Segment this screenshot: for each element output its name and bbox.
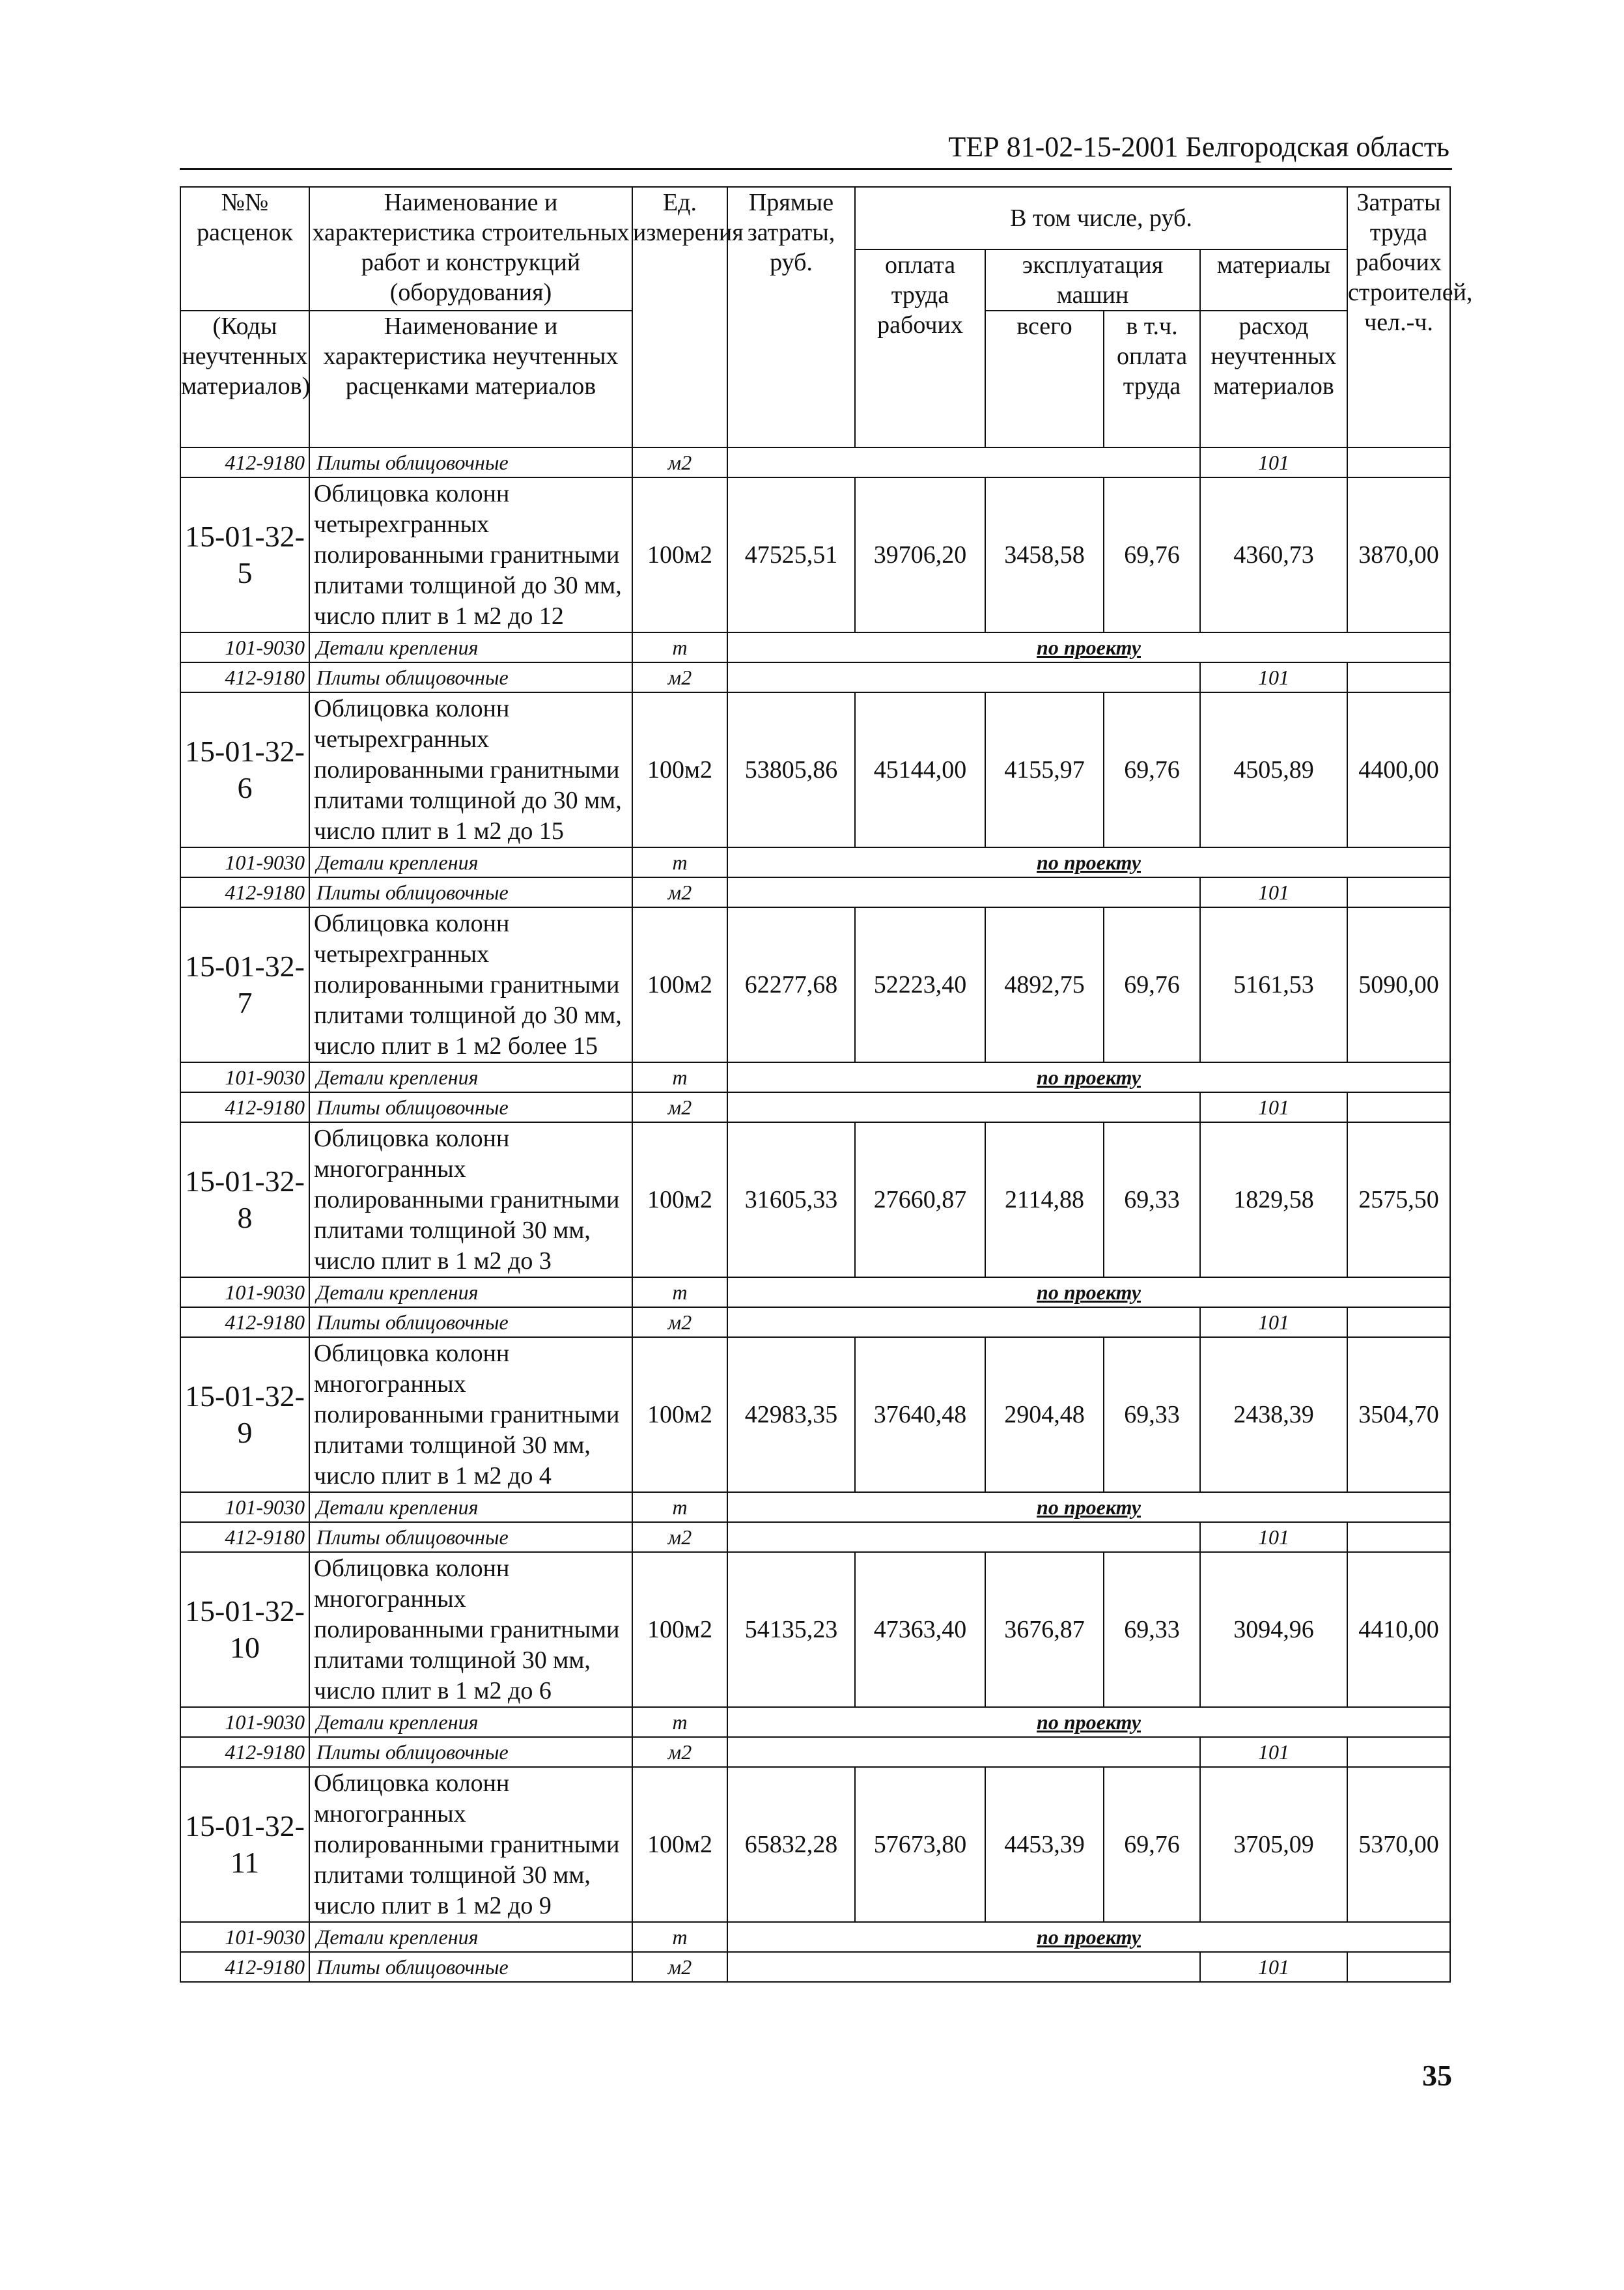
material-name: Детали крепления: [309, 1277, 632, 1307]
header-machines-labor: в т.ч. оплата труда: [1104, 311, 1200, 447]
blank-cell: [1347, 447, 1450, 477]
blank-cell: [1347, 1952, 1450, 1982]
blank-cell: [727, 1092, 1200, 1122]
material-name: Детали крепления: [309, 1062, 632, 1092]
unit: 100м2: [632, 907, 727, 1062]
table-row: [180, 1922, 1450, 1952]
work-name: Облицовка колонн многогранных полированными гранитными плитами толщиной 30 мм, число плит в 1 м2 до 6: [309, 1552, 632, 1707]
material-usage: 101: [1200, 1737, 1347, 1767]
table-row: [180, 1767, 1450, 1922]
table-row: [180, 1707, 1450, 1737]
machines-total: 3676,87: [985, 1552, 1104, 1707]
material-usage: 101: [1200, 1952, 1347, 1982]
material-usage: 101: [1200, 1092, 1347, 1122]
material-name: Детали крепления: [309, 1707, 632, 1737]
material-name: Детали крепления: [309, 632, 632, 662]
labor-pay: 57673,80: [855, 1767, 985, 1922]
material-code: 101-9030: [180, 1062, 309, 1092]
header-direct-costs: Прямые затраты, руб.: [727, 187, 855, 447]
labor-pay: 39706,20: [855, 477, 985, 632]
material-unit: т: [632, 847, 727, 877]
material-code: 101-9030: [180, 1277, 309, 1307]
labor-hours: 5370,00: [1347, 1767, 1450, 1922]
document-header: ТЕР 81-02-15-2001 Белгородская область: [948, 131, 1449, 163]
rate-code: 15-01-32-9: [180, 1337, 309, 1492]
table-row: [180, 1337, 1450, 1492]
by-project-note: по проекту: [727, 1062, 1450, 1092]
machines-total: 2904,48: [985, 1337, 1104, 1492]
direct-costs: 53805,86: [727, 692, 855, 847]
labor-hours: 3870,00: [1347, 477, 1450, 632]
unit: 100м2: [632, 1122, 727, 1277]
material-code: 412-9180: [180, 877, 309, 907]
direct-costs: 31605,33: [727, 1122, 855, 1277]
by-project-note: по проекту: [727, 1492, 1450, 1522]
material-unit: т: [632, 1707, 727, 1737]
blank-cell: [727, 1952, 1200, 1982]
materials-cost: 4505,89: [1200, 692, 1347, 847]
blank-cell: [727, 1307, 1200, 1337]
material-name: Плиты облицовочные: [309, 1092, 632, 1122]
material-unit: м2: [632, 1737, 727, 1767]
material-name: Плиты облицовочные: [309, 1307, 632, 1337]
by-project-note: по проекту: [727, 632, 1450, 662]
header-unaccounted-usage: расход неучтенных материалов: [1200, 311, 1347, 447]
table-row: [180, 1952, 1450, 1982]
machines-labor-pay: 69,33: [1104, 1337, 1200, 1492]
labor-pay: 27660,87: [855, 1122, 985, 1277]
rates-table: [180, 186, 1473, 1983]
by-project-note: по проекту: [727, 1922, 1450, 1952]
table-row: [180, 1062, 1450, 1092]
material-unit: м2: [632, 1307, 727, 1337]
material-unit: т: [632, 1277, 727, 1307]
work-name: Облицовка колонн четырехгранных полированными гранитными плитами толщиной до 30 мм, число плит в 1 м2 до 12: [309, 477, 632, 632]
table-row: [180, 1492, 1450, 1522]
material-unit: м2: [632, 447, 727, 477]
machines-total: 2114,88: [985, 1122, 1104, 1277]
table-row: [180, 447, 1450, 477]
material-usage: 101: [1200, 447, 1347, 477]
table-row: [180, 662, 1450, 692]
material-code: 101-9030: [180, 1707, 309, 1737]
material-code: 412-9180: [180, 447, 309, 477]
blank-cell: [1347, 1737, 1450, 1767]
labor-hours: 3504,70: [1347, 1337, 1450, 1492]
header-machines-total: всего: [985, 311, 1104, 447]
rate-code: 15-01-32-7: [180, 907, 309, 1062]
labor-hours: 4400,00: [1347, 692, 1450, 847]
labor-pay: 47363,40: [855, 1552, 985, 1707]
machines-labor-pay: 69,33: [1104, 1552, 1200, 1707]
header-code: №№ расценок: [180, 187, 309, 311]
material-code: 101-9030: [180, 632, 309, 662]
material-name: Плиты облицовочные: [309, 1522, 632, 1552]
labor-hours: 4410,00: [1347, 1552, 1450, 1707]
material-code: 412-9180: [180, 1952, 309, 1982]
rate-code: 15-01-32-10: [180, 1552, 309, 1707]
blank-cell: [1347, 1307, 1450, 1337]
material-usage: 101: [1200, 1522, 1347, 1552]
machines-total: 4892,75: [985, 907, 1104, 1062]
labor-hours: 2575,50: [1347, 1122, 1450, 1277]
machines-labor-pay: 69,76: [1104, 907, 1200, 1062]
material-code: 412-9180: [180, 662, 309, 692]
unit: 100м2: [632, 1552, 727, 1707]
material-name: Плиты облицовочные: [309, 447, 632, 477]
direct-costs: 47525,51: [727, 477, 855, 632]
rate-code: 15-01-32-6: [180, 692, 309, 847]
blank-cell: [1347, 877, 1450, 907]
machines-total: 4453,39: [985, 1767, 1104, 1922]
direct-costs: 62277,68: [727, 907, 855, 1062]
material-unit: т: [632, 1062, 727, 1092]
material-usage: 101: [1200, 1307, 1347, 1337]
table-row: [180, 1092, 1450, 1122]
rate-code: 15-01-32-11: [180, 1767, 309, 1922]
header-labor: Затраты труда рабочих строителей, чел.-ч.: [1347, 187, 1450, 447]
work-name: Облицовка колонн четырехгранных полированными гранитными плитами толщиной до 30 мм, число плит в 1 м2 до 15: [309, 692, 632, 847]
material-code: 101-9030: [180, 1492, 309, 1522]
table-row: [180, 1552, 1450, 1707]
material-unit: м2: [632, 662, 727, 692]
material-unit: т: [632, 632, 727, 662]
header-materials: материалы: [1200, 249, 1347, 311]
table-row: [180, 847, 1450, 877]
work-name: Облицовка колонн многогранных полированными гранитными плитами толщиной 30 мм, число плит в 1 м2 до 4: [309, 1337, 632, 1492]
material-unit: т: [632, 1922, 727, 1952]
materials-cost: 2438,39: [1200, 1337, 1347, 1492]
machines-labor-pay: 69,76: [1104, 1767, 1200, 1922]
table-row: [180, 1277, 1450, 1307]
work-name: Облицовка колонн многогранных полированными гранитными плитами толщиной 30 мм, число плит в 1 м2 до 3: [309, 1122, 632, 1277]
labor-pay: 52223,40: [855, 907, 985, 1062]
rate-code: 15-01-32-5: [180, 477, 309, 632]
header-machines: эксплуатация машин: [985, 249, 1200, 311]
material-code: 412-9180: [180, 1522, 309, 1552]
material-unit: м2: [632, 1952, 727, 1982]
table-row: [180, 1122, 1450, 1277]
material-name: Плиты облицовочные: [309, 877, 632, 907]
material-code: 101-9030: [180, 847, 309, 877]
materials-cost: 1829,58: [1200, 1122, 1347, 1277]
table-row: [180, 632, 1450, 662]
header-unaccounted-name: Наименование и характеристика неучтенных расценками материалов: [309, 311, 632, 447]
by-project-note: по проекту: [727, 1707, 1450, 1737]
material-name: Плиты облицовочные: [309, 1737, 632, 1767]
unit: 100м2: [632, 1337, 727, 1492]
unit: 100м2: [632, 692, 727, 847]
material-code: 412-9180: [180, 1737, 309, 1767]
header-rule: [180, 168, 1452, 170]
material-name: Детали крепления: [309, 847, 632, 877]
blank-cell: [727, 1522, 1200, 1552]
machines-labor-pay: 69,33: [1104, 1122, 1200, 1277]
blank-cell: [727, 662, 1200, 692]
by-project-note: по проекту: [727, 847, 1450, 877]
machines-labor-pay: 69,76: [1104, 477, 1200, 632]
header-name: Наименование и характеристика строительных работ и конструкций (оборудования): [309, 187, 632, 311]
header-unaccounted-codes: (Коды неучтенных материалов): [180, 311, 309, 447]
material-name: Детали крепления: [309, 1492, 632, 1522]
labor-pay: 45144,00: [855, 692, 985, 847]
blank-cell: [1347, 1092, 1450, 1122]
blank-cell: [727, 877, 1200, 907]
materials-cost: 4360,73: [1200, 477, 1347, 632]
machines-total: 3458,58: [985, 477, 1104, 632]
material-unit: м2: [632, 877, 727, 907]
blank-cell: [727, 1737, 1200, 1767]
direct-costs: 65832,28: [727, 1767, 855, 1922]
material-code: 412-9180: [180, 1307, 309, 1337]
blank-cell: [1347, 1522, 1450, 1552]
table-row: [180, 1307, 1450, 1337]
header-labor-pay: оплата труда рабочих: [855, 249, 985, 447]
blank-cell: [1347, 662, 1450, 692]
table-row: [180, 877, 1450, 907]
blank-cell: [727, 447, 1200, 477]
unit: 100м2: [632, 1767, 727, 1922]
rate-code: 15-01-32-8: [180, 1122, 309, 1277]
table-row: [180, 907, 1450, 1062]
material-code: 101-9030: [180, 1922, 309, 1952]
page-number: 35: [1422, 2059, 1452, 2092]
machines-total: 4155,97: [985, 692, 1104, 847]
material-usage: 101: [1200, 877, 1347, 907]
labor-hours: 5090,00: [1347, 907, 1450, 1062]
work-name: Облицовка колонн четырехгранных полированными гранитными плитами толщиной до 30 мм, число плит в 1 м2 более 15: [309, 907, 632, 1062]
labor-pay: 37640,48: [855, 1337, 985, 1492]
materials-cost: 3094,96: [1200, 1552, 1347, 1707]
table-row: [180, 1737, 1450, 1767]
material-name: Плиты облицовочные: [309, 662, 632, 692]
unit: 100м2: [632, 477, 727, 632]
material-usage: 101: [1200, 662, 1347, 692]
material-unit: м2: [632, 1522, 727, 1552]
header-unit: Ед. измерения: [632, 187, 727, 447]
materials-cost: 3705,09: [1200, 1767, 1347, 1922]
table-row: [180, 692, 1450, 847]
material-name: Плиты облицовочные: [309, 1952, 632, 1982]
machines-labor-pay: 69,76: [1104, 692, 1200, 847]
material-unit: м2: [632, 1092, 727, 1122]
table-row: [180, 477, 1450, 632]
direct-costs: 54135,23: [727, 1552, 855, 1707]
material-code: 412-9180: [180, 1092, 309, 1122]
by-project-note: по проекту: [727, 1277, 1450, 1307]
direct-costs: 42983,35: [727, 1337, 855, 1492]
material-unit: т: [632, 1492, 727, 1522]
materials-cost: 5161,53: [1200, 907, 1347, 1062]
work-name: Облицовка колонн многогранных полированными гранитными плитами толщиной 30 мм, число плит в 1 м2 до 9: [309, 1767, 632, 1922]
material-name: Детали крепления: [309, 1922, 632, 1952]
header-including: В том числе, руб.: [855, 187, 1347, 249]
table-row: [180, 1522, 1450, 1552]
